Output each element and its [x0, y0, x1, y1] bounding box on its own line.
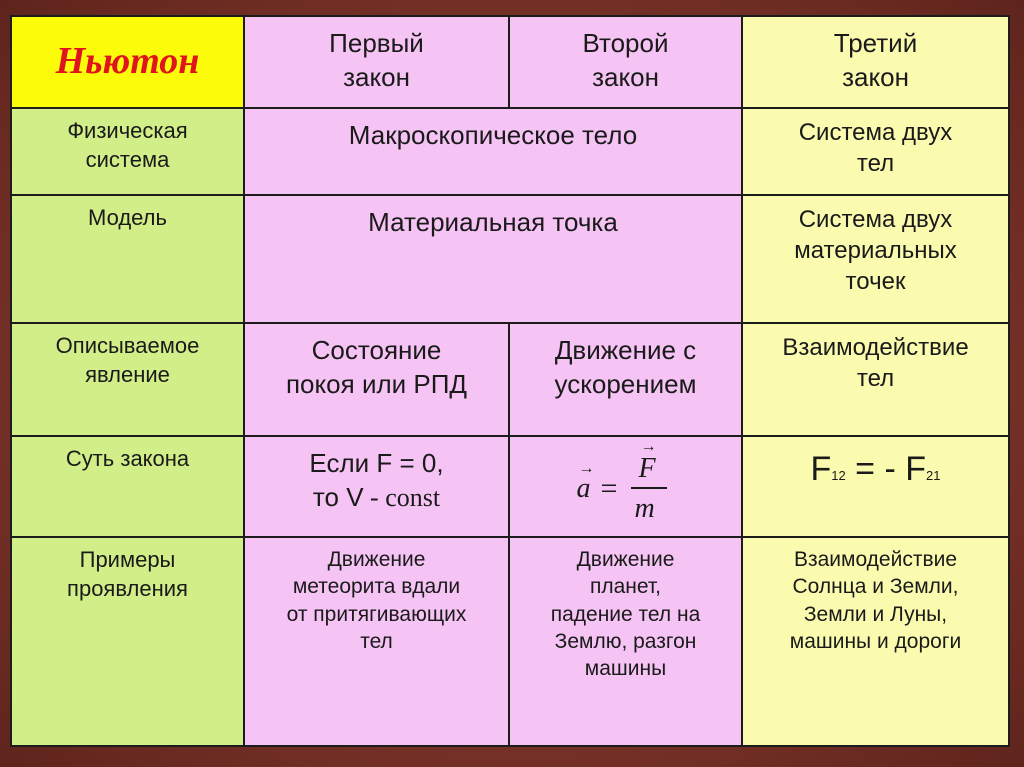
first-law-condition: Если F = 0, — [309, 448, 444, 478]
cell-two-body-system — [742, 108, 1009, 195]
cell-two-material-points-line2: материальных — [794, 237, 957, 265]
header-second-law — [509, 16, 742, 108]
cell-meteorite-line2: метеорита вдали — [292, 575, 461, 599]
cell-planets-line1: Движение — [576, 548, 675, 571]
cell-meteorite-example — [244, 537, 509, 746]
row-examples — [11, 537, 1009, 746]
cell-interaction-example-line2: Солнца и Земли, — [792, 575, 959, 599]
label-examples — [11, 537, 244, 746]
second-law-formula — [571, 438, 681, 525]
cell-two-body-system-line1: Система двух — [798, 119, 953, 146]
fraction-bar — [631, 487, 667, 489]
force-f12-subscript: 12 — [831, 468, 846, 483]
row-model — [11, 195, 1009, 323]
cell-meteorite-line1: Движение — [327, 548, 426, 571]
cell-accelerated-motion-line2: ускорением — [554, 368, 697, 399]
label-phenomenon-line2: явление — [85, 361, 170, 387]
header-third-law-line2: закон — [842, 61, 909, 92]
cell-meteorite-line3: от притягивающих — [286, 602, 467, 626]
formula-force: F — [638, 453, 656, 484]
cell-accelerated-motion-line1: Движение с — [554, 335, 697, 365]
label-physical-system — [11, 108, 244, 195]
header-third-law — [742, 16, 1009, 108]
row-essence — [11, 436, 1009, 537]
label-phenomenon-line1: Описываемое — [55, 333, 200, 358]
first-law-result-const: - const — [363, 482, 441, 512]
force-f12: F — [810, 450, 832, 488]
cell-second-law-formula — [509, 436, 742, 537]
newton-laws-table — [10, 15, 1010, 747]
cell-planets-line2: планет, — [589, 575, 661, 599]
formula-equals: = — [600, 472, 618, 505]
cell-rest-state-line1: Состояние — [311, 335, 442, 365]
cell-meteorite-line4: тел — [360, 629, 393, 653]
cell-interaction — [742, 323, 1009, 436]
table-title: Ньютон — [11, 16, 244, 108]
row-physical-system — [11, 108, 1009, 195]
formula-mass: m — [634, 493, 655, 524]
cell-accelerated-motion — [509, 323, 742, 436]
cell-rest-state-line2: покоя или РПД — [285, 368, 468, 399]
label-physical-system-line2: система — [85, 146, 170, 172]
label-essence: Суть закона — [11, 436, 244, 537]
cell-first-law-essence — [244, 436, 509, 537]
cell-rest-state — [244, 323, 509, 436]
label-examples-line1: Примеры — [79, 547, 176, 572]
label-physical-system-line1: Физическая — [67, 118, 188, 143]
cell-interaction-example-line1: Взаимодействие — [793, 548, 958, 571]
cell-interaction-example — [742, 537, 1009, 746]
header-first-law — [244, 16, 509, 108]
label-examples-line2: проявления — [67, 575, 188, 601]
header-third-law-line1: Третий — [833, 28, 918, 58]
first-law-result-v: то V — [312, 481, 364, 512]
cell-planets-line5: машины — [584, 657, 667, 681]
first-law-result — [245, 481, 508, 515]
header-first-law-line2: закон — [343, 61, 410, 92]
header-row — [11, 16, 1009, 108]
cell-macroscopic-body: Макроскопическое тело — [244, 108, 742, 195]
header-second-law-line1: Второй — [582, 28, 669, 58]
cell-two-body-system-line2: тел — [856, 150, 895, 178]
cell-third-law-formula — [742, 436, 1009, 537]
force-equals-minus: = - — [845, 450, 906, 488]
cell-planets-example — [509, 537, 742, 746]
force-f21-subscript: 21 — [926, 468, 941, 483]
formula-acceleration: a — [576, 473, 591, 504]
header-first-law-line1: Первый — [329, 28, 424, 58]
vector-arrow-f: → — [640, 438, 657, 455]
cell-two-material-points-line3: точек — [845, 268, 906, 296]
cell-interaction-line2: тел — [856, 365, 895, 393]
cell-interaction-example-line3: Земли и Луны, — [803, 602, 948, 626]
cell-two-material-points-line1: Система двух — [798, 206, 953, 233]
header-second-law-line2: закон — [592, 61, 659, 92]
label-model: Модель — [11, 195, 244, 323]
cell-planets-line4: Землю, разгон — [554, 629, 697, 653]
force-f21: F — [905, 450, 927, 488]
cell-interaction-example-line4: машины и дороги — [789, 629, 962, 653]
cell-material-point: Материальная точка — [244, 195, 742, 323]
cell-interaction-line1: Взаимодействие — [782, 334, 969, 361]
cell-two-material-points — [742, 195, 1009, 323]
label-phenomenon — [11, 323, 244, 436]
row-phenomenon — [11, 323, 1009, 436]
vector-arrow-a: → — [578, 460, 595, 477]
cell-planets-line3: падение тел на — [550, 602, 701, 626]
